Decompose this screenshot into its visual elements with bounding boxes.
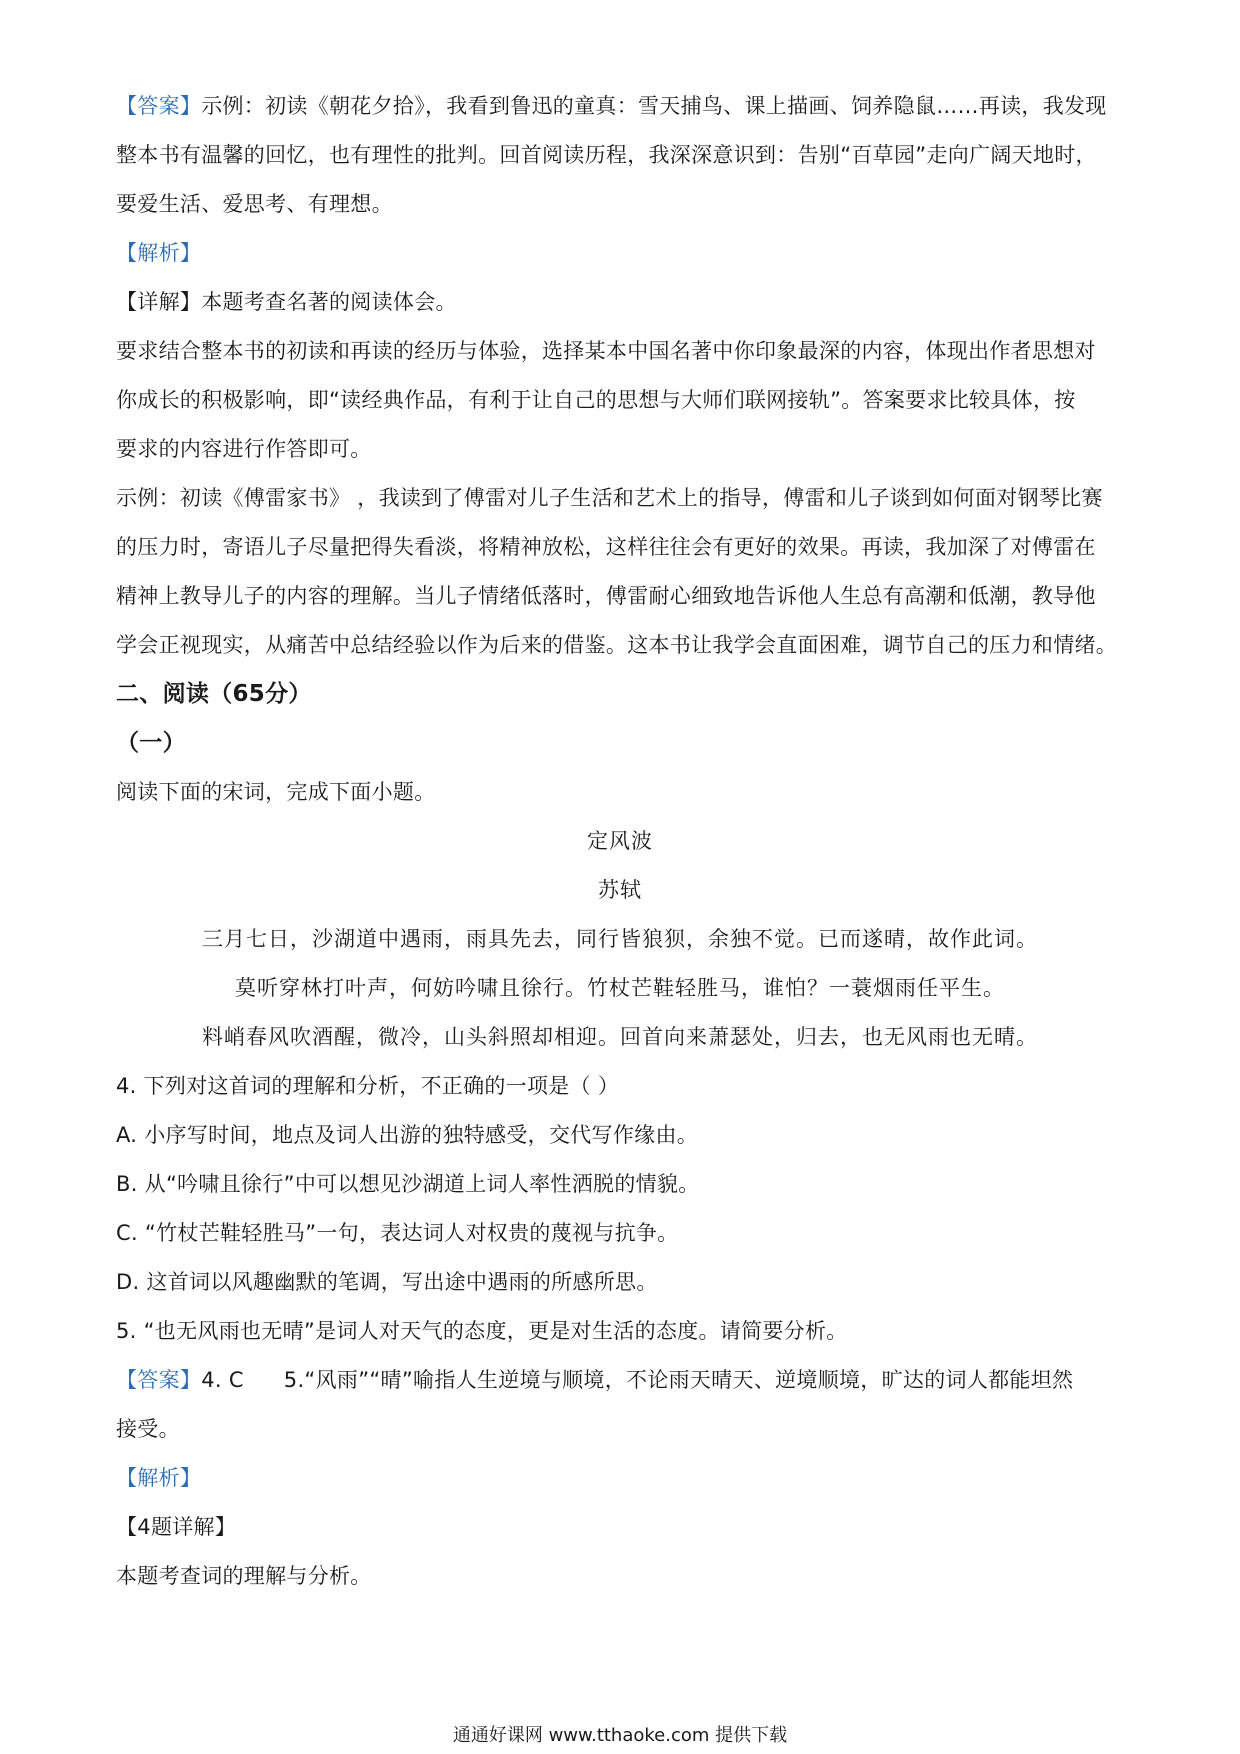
- requirement-line-1: 要求结合整本书的初读和再读的经历与体验，选择某本中国名著中你印象最深的内容，体现出作者思想对: [116, 339, 1096, 363]
- answer-text: 示例：初读《朝花夕拾》，我看到鲁迅的童真：雪天捕鸟、课上描画、饲养隐鼠……再读，我发现: [201, 94, 1107, 118]
- poem-line-1: 莫听穿林打叶声，何妨吟啸且徐行。竹杖芒鞋轻胜马，谁怕？一蓑烟雨任平生。: [235, 976, 1005, 1000]
- answer-line-1: [116, 92, 1136, 120]
- page-footer: 通通好课网 www.tthaoke.com 提供下载: [452, 1725, 788, 1746]
- analysis-tag: 【解析】: [116, 241, 202, 265]
- answer2-line-1: [116, 1366, 1136, 1394]
- requirement-line-2: 你成长的积极影响，即“读经典作品，有利于让自己的思想与大师们联网接轨”。答案要求比较具体，按: [116, 388, 1076, 412]
- section-instruction: 阅读下面的宋词，完成下面小题。: [116, 780, 436, 804]
- example-line-1: 示例：初读《傅雷家书》 ，我读到了傅雷对儿子生活和艺术上的指导，傅雷和儿子谈到如何面对钢琴比赛: [116, 486, 1103, 510]
- option-c: C. “竹杖芒鞋轻胜马”一句，表达词人对权贵的蔑视与抗争。: [116, 1221, 679, 1245]
- detail-line: 【详解】本题考查名著的阅读体会。: [116, 290, 457, 314]
- detail2-tag: 【4题详解】: [116, 1515, 237, 1539]
- answer2-tag: 【答案】: [116, 1368, 202, 1392]
- requirement-line-3: 要求的内容进行作答即可。: [116, 437, 372, 461]
- detail2-line: 本题考查词的理解与分析。: [116, 1564, 372, 1588]
- poem-author: 苏轼: [598, 878, 642, 902]
- example-line-3: 精神上教导儿子的内容的理解。当儿子情绪低落时，傅雷耐心细致地告诉他人生总有高潮和低潮，教导他: [116, 584, 1096, 608]
- answer2-q4: 4. C: [201, 1368, 244, 1392]
- question-4: 4. 下列对这首词的理解和分析，不正确的一项是（ ）: [116, 1074, 620, 1098]
- section-title: 二、阅读（65分）: [116, 681, 312, 707]
- answer-line-2: 整本书有温馨的回忆，也有理性的批判。回首阅读历程，我深深意识到：告别“百草园”走向广阔天地时，: [116, 143, 1097, 167]
- section-subtitle: （一）: [116, 730, 186, 756]
- poem-title: 定风波: [587, 829, 653, 853]
- example-line-2: 的压力时，寄语儿子尽量把得失看淡，将精神放松，这样往往会有更好的效果。再读，我加深了对傅雷在: [116, 535, 1096, 559]
- question-5: 5. “也无风雨也无晴”是词人对天气的态度，更是对生活的态度。请简要分析。: [116, 1319, 848, 1343]
- poem-preface: 三月七日，沙湖道中遇雨，雨具先去，同行皆狼狈，余独不觉。已而遂晴，故作此词。: [202, 927, 1038, 951]
- option-a: A. 小序写时间，地点及词人出游的独特感受，交代写作缘由。: [116, 1123, 699, 1147]
- answer-line-3: 要爱生活、爱思考、有理想。: [116, 192, 393, 216]
- option-d: D. 这首词以风趣幽默的笔调，写出途中遇雨的所感所思。: [116, 1270, 658, 1294]
- option-b: B. 从“吟啸且徐行”中可以想见沙湖道上词人率性洒脱的情貌。: [116, 1172, 700, 1196]
- answer2-line-2: 接受。: [116, 1417, 180, 1441]
- answer-tag: 【答案】: [116, 94, 202, 118]
- analysis2-tag: 【解析】: [116, 1466, 202, 1490]
- poem-line-2: 料峭春风吹酒醒，微冷，山头斜照却相迎。回首向来萧瑟处，归去，也无风雨也无晴。: [202, 1025, 1038, 1049]
- answer2-q5: 5.“风雨”“晴”喻指人生逆境与顺境，不论雨天晴天、逆境顺境，旷达的词人都能坦然: [283, 1368, 1074, 1392]
- example-line-4: 学会正视现实，从痛苦中总结经验以作为后来的借鉴。这本书让我学会直面困难，调节自己的压力和情绪。: [116, 633, 1118, 657]
